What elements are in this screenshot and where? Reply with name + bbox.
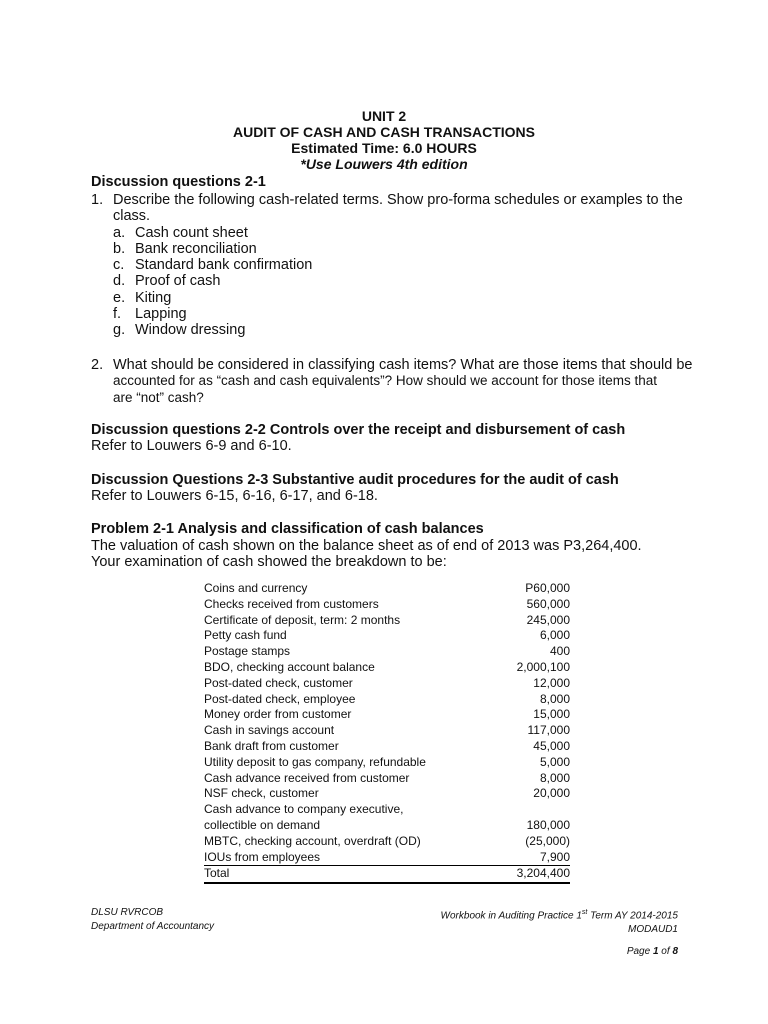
section-title-dq1: Discussion questions 2-1 <box>91 174 266 190</box>
item-label: Checks received from customers <box>204 596 379 611</box>
footer-school: DLSU RVRCOB <box>91 907 164 918</box>
table-row <box>204 628 570 644</box>
footer-workbook: Workbook in Auditing Practice 1st Term AY 2014-2015 <box>440 909 678 922</box>
problem-text-line: Your examination of cash showed the breakdown to be: <box>91 554 447 570</box>
item-label: Postage stamps <box>204 644 291 659</box>
footer-course-code: MODAUD1 <box>627 924 678 936</box>
term-text: Bank reconciliation <box>135 240 257 257</box>
item-amount: P60,000 <box>525 581 570 595</box>
table-row <box>204 834 570 850</box>
item-amount: 15,000 <box>533 707 570 722</box>
term-letter: b. <box>113 240 126 257</box>
item-amount: 45,000 <box>533 738 570 753</box>
edition-note: *Use Louwers 4th edition <box>300 156 468 172</box>
term-item <box>113 225 693 241</box>
estimated-time: Estimated Time: 6.0 HOURS <box>291 140 477 156</box>
section-text-dq3: Refer to Louwers 6-15, 6-16, 6-17, and 6-18. <box>91 488 378 504</box>
item-label: Cash in savings account <box>204 723 335 738</box>
total-amount: 3,204,400 <box>499 866 570 883</box>
footer-right <box>441 906 678 937</box>
item-label: Post-dated check, customer <box>204 675 353 690</box>
term-item <box>113 257 693 273</box>
table-row <box>204 597 570 613</box>
table-total-row <box>204 866 570 883</box>
table-row <box>204 723 570 739</box>
section-title-dq2: Discussion questions 2-2 Controls over the receipt and disbursement of cash <box>91 422 626 438</box>
table-row <box>204 850 570 866</box>
table-row <box>204 771 570 787</box>
item-amount: 20,000 <box>533 786 570 801</box>
term-letter: a. <box>113 224 126 241</box>
item-label: MBTC, checking account, overdraft (OD) <box>204 833 421 848</box>
term-text: Window dressing <box>135 322 246 339</box>
term-letter: f. <box>113 306 122 323</box>
section-title-dq3: Discussion Questions 2-3 Substantive audit procedures for the audit of cash <box>91 472 619 488</box>
item-label: Post-dated check, employee <box>204 691 356 706</box>
document-title: AUDIT OF CASH AND CASH TRANSACTIONS <box>232 124 536 140</box>
table-row <box>204 707 570 723</box>
item-label: Cash advance to company executive, <box>204 802 404 817</box>
term-letter: e. <box>113 289 126 306</box>
question-number: 2. <box>91 357 104 373</box>
table-row <box>204 786 570 802</box>
question-text-line: What should be considered in classifying cash items? What are those items that should be <box>113 357 693 373</box>
unit-label: UNIT 2 <box>361 108 407 124</box>
item-label: Money order from customer <box>204 707 352 722</box>
item-amount: 8,000 <box>539 691 570 706</box>
item-label: collectible on demand <box>204 817 321 832</box>
item-amount <box>499 802 570 818</box>
question-text-line: are “not” cash? <box>113 389 204 405</box>
question-number: 1. <box>91 192 104 208</box>
item-label: Petty cash fund <box>204 628 287 643</box>
item-amount: 400 <box>549 644 570 659</box>
item-label: NSF check, customer <box>204 786 319 801</box>
page-number: Page 1 of 8 <box>626 946 678 957</box>
table-row <box>204 581 570 597</box>
document-header <box>0 108 768 172</box>
total-label: Total <box>204 866 499 883</box>
term-letter: g. <box>113 322 126 339</box>
item-label: Bank draft from customer <box>204 738 339 753</box>
item-amount: (25,000) <box>525 833 570 848</box>
table-row <box>204 739 570 755</box>
question-2 <box>91 357 693 406</box>
section-title-problem: Problem 2-1 Analysis and classification of cash balances <box>91 521 484 537</box>
table-row <box>204 692 570 708</box>
item-label: BDO, checking account balance <box>204 659 375 674</box>
item-amount: 560,000 <box>526 596 570 611</box>
cash-breakdown-table <box>204 581 570 884</box>
table-row <box>204 660 570 676</box>
item-label: IOUs from employees <box>204 849 321 864</box>
term-item <box>113 306 693 322</box>
item-amount: 245,000 <box>526 612 570 627</box>
term-item <box>113 241 693 257</box>
term-text: Cash count sheet <box>135 224 248 241</box>
table-row <box>204 755 570 771</box>
item-label: Coins and currency <box>204 581 308 595</box>
item-amount: 180,000 <box>526 817 570 832</box>
item-amount: 6,000 <box>539 628 570 643</box>
item-amount: 2,000,100 <box>516 659 570 674</box>
table-row <box>204 818 570 834</box>
question-text-line: accounted for as “cash and cash equivalents”? How should we account for those items that <box>113 373 658 389</box>
term-text: Kiting <box>135 289 172 306</box>
item-amount: 117,000 <box>527 723 570 738</box>
table-row <box>204 802 570 818</box>
footer-department: Department of Accountancy <box>91 921 215 932</box>
term-letter: d. <box>113 273 126 290</box>
item-amount: 7,900 <box>539 849 570 864</box>
term-text: Standard bank confirmation <box>135 257 313 274</box>
section-text-dq2: Refer to Louwers 6-9 and 6-10. <box>91 438 292 454</box>
item-label: Cash advance received from customer <box>204 770 410 785</box>
item-label: Utility deposit to gas company, refundable <box>204 754 426 769</box>
table-row <box>204 676 570 692</box>
item-amount: 5,000 <box>539 754 570 769</box>
footer-left <box>91 906 214 934</box>
item-amount: 12,000 <box>533 675 570 690</box>
term-item <box>113 322 693 338</box>
table-row <box>204 644 570 660</box>
term-item <box>113 290 693 306</box>
term-list <box>91 225 693 339</box>
item-label: Certificate of deposit, term: 2 months <box>204 612 401 627</box>
question-1 <box>91 192 693 339</box>
term-letter: c. <box>113 257 125 274</box>
term-text: Lapping <box>135 306 187 323</box>
item-amount: 8,000 <box>539 770 570 785</box>
table-row <box>204 613 570 629</box>
question-text: Describe the following cash-related terms. Show pro-forma schedules or examples to the class. <box>113 192 683 225</box>
term-item <box>113 273 693 289</box>
problem-text-line: The valuation of cash shown on the balance sheet as of end of 2013 was P3,264,400. <box>91 538 642 554</box>
term-text: Proof of cash <box>135 273 221 290</box>
